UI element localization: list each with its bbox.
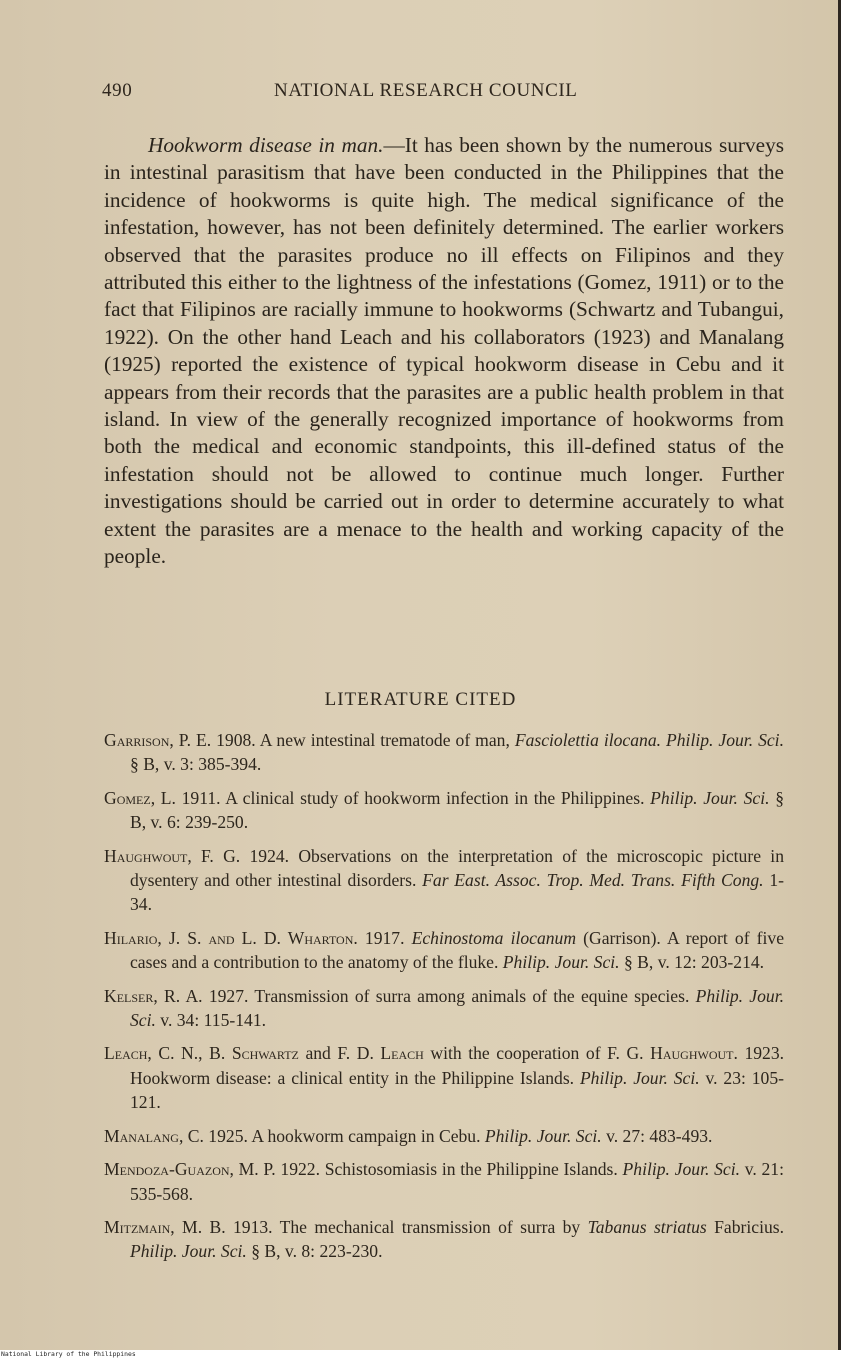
ref-text: 1913. The mechanical transmission of surra by (225, 1216, 588, 1237)
ref-text: with the cooperation of (423, 1043, 608, 1064)
ref-journal: Philip. Jour. Sci. (650, 787, 770, 808)
ref-text: § B, v. 3: 385-394. (130, 754, 262, 775)
ref-text: 1927. Transmission of surra among animals of the equine species. (202, 985, 696, 1006)
reference-item (104, 1215, 784, 1264)
reference-item (104, 786, 784, 835)
library-watermark: National Library of the Philippines (1, 1350, 136, 1358)
running-title: NATIONAL RESEARCH COUNCIL (274, 80, 578, 101)
ref-author: Garrison, P. E. (104, 730, 212, 750)
ref-author: Hilario, J. S. and L. D. Wharton. (104, 927, 358, 948)
ref-author: Leach, C. N., B. Schwartz (104, 1043, 299, 1064)
ref-species: Tabanus striatus (587, 1216, 707, 1237)
paragraph-text: —It has been shown by the numerous surveys in intestinal parasitism that have been conducted in the Philippines that the incidence of hookworms is quite high. The medical significance of the infestation, however, has not been definitely determined. The earlier workers observed that the parasites produce no ill effects on Filipinos and they attributed this either to the lightness of the infestations (Gomez, 1911) or to the fact that Filipinos are racially immune to hookworms (Schwartz and Tubangui, 1922). On the other hand Leach and his collaborators (1923) and Manalang (1925) reported the existence of typical hookworm disease in Cebu and it appears from their records that the parasites are a public health problem in that island. In view of the generally recognized importance of hookworms from both the medical and economic standpoints, this ill-defined status of the infestation should not be allowed to continue much longer. Further investigations should be carried out in order to determine accurately to what extent the parasites are a menace to the health and working capacity of the people. (104, 133, 785, 569)
reference-item (104, 844, 784, 917)
reference-list (104, 728, 784, 1273)
ref-journal: Fasciolettia ilocana. Philip. Jour. Sci. (514, 730, 784, 750)
ref-text: 1924. Observations on the interpretation of the microscopic picture in dysentery and other intestinal disorders. (130, 845, 784, 891)
ref-journal: Philip. Jour. Sci. (130, 985, 785, 1031)
ref-author: Mitzmain, M. B. (104, 1216, 226, 1237)
reference-item (104, 984, 784, 1033)
ref-text: § B, v. 8: 223-230. (246, 1241, 383, 1262)
ref-text: 1917. (357, 927, 412, 948)
reference-item (104, 728, 784, 777)
ref-journal: Philip. Jour. Sci. (502, 952, 620, 973)
ref-journal: Far East. Assoc. Trop. Med. Trans. Fifth Cong. (422, 870, 764, 891)
ref-text: § B, v. 12: 203-214. (619, 952, 765, 973)
running-header (102, 80, 802, 106)
reference-item (104, 1041, 784, 1114)
ref-author: F. D. Leach (337, 1043, 424, 1064)
ref-text: 1923. Hookworm disease: a clinical entity in the Philippine Islands. (130, 1043, 785, 1088)
ref-text: Fabricius. (706, 1216, 785, 1237)
ref-text: 1-34. (130, 870, 784, 915)
ref-text: v. 21: 535-568. (130, 1159, 784, 1204)
ref-author: Manalang, C. (104, 1125, 204, 1146)
ref-text: 1908. A new intestinal trematode of man, (211, 730, 515, 750)
ref-text: (Garrison). A report of five cases and a contribution to the anatomy of the fluke. (130, 927, 785, 973)
ref-species: Echinostoma ilocanum (411, 927, 577, 948)
ref-text: v. 23: 105-121. (130, 1067, 784, 1113)
ref-text: 1922. Schistosomiasis in the Philippine Islands. (275, 1159, 623, 1180)
body-paragraph-block (104, 132, 784, 571)
page-number: 490 (102, 80, 133, 101)
reference-item (104, 1124, 784, 1148)
ref-journal: Philip. Jour. Sci. (484, 1125, 602, 1146)
reference-item (104, 926, 784, 975)
ref-text: v. 27: 483-493. (601, 1125, 713, 1146)
ref-author: Kelser, R. A. (104, 985, 203, 1006)
ref-journal: Philip. Jour. Sci. (579, 1067, 700, 1088)
ref-journal: Philip. Jour. Sci. (622, 1159, 740, 1180)
reference-item (104, 1157, 784, 1206)
section-lead-italic: Hookworm disease in man. (148, 133, 384, 157)
ref-text: v. 34: 115-141. (155, 1010, 267, 1031)
ref-author: F. G. Haughwout. (607, 1043, 738, 1064)
ref-text: and (298, 1043, 338, 1064)
ref-text: 1925. A hookworm campaign in Cebu. (203, 1125, 485, 1146)
ref-text: § B, v. 6: 239-250. (130, 787, 785, 833)
literature-heading: LITERATURE CITED (324, 689, 517, 710)
body-paragraph (104, 132, 784, 571)
ref-author: Haughwout, F. G. (104, 845, 241, 866)
ref-text: 1911. A clinical study of hookworm infection in the Philippines. (175, 787, 651, 808)
ref-author: Mendoza-Guazon, M. P. (104, 1159, 276, 1180)
ref-journal: Philip. Jour. Sci. (130, 1241, 247, 1262)
ref-author: Gomez, L. (104, 787, 176, 808)
